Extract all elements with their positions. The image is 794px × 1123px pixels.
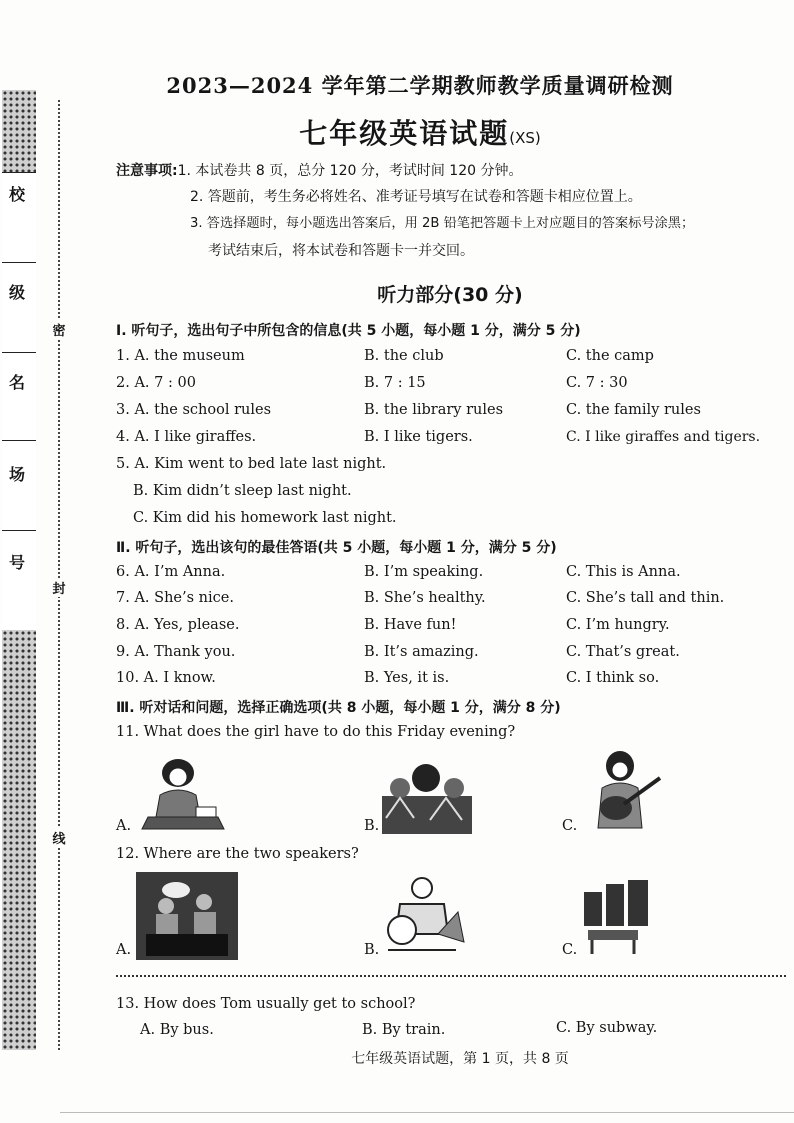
seal-char-mi: 密 [52, 320, 66, 339]
q13-stem: 13. How does Tom usually get to school? [116, 996, 416, 1012]
q6-option-c: C. This is Anna. [566, 564, 681, 580]
q11-image-a-girl-cooking[interactable] [138, 755, 228, 835]
q2-option-c: C. 7 : 30 [566, 375, 628, 391]
q2-option-b: B. 7 : 15 [364, 375, 426, 391]
q11-label-c: C. [562, 818, 578, 834]
q4-option-a: 4. A. I like giraffes. [116, 429, 257, 445]
q13-option-c: C. By subway. [556, 1020, 658, 1036]
q2-option-a: 2. A. 7 : 00 [116, 375, 196, 391]
q11-label-b: B. [364, 818, 380, 834]
q8-option-c: C. I’m hungry. [566, 617, 670, 633]
q7-option-b: B. She’s healthy. [364, 590, 486, 606]
q9-option-b: B. It’s amazing. [364, 644, 479, 660]
q3-option-c: C. the family rules [566, 402, 701, 418]
q10-option-b: B. Yes, it is. [364, 670, 450, 686]
exam-header: 2023—2024 学年第二学期教师教学质量调研检测 [166, 73, 674, 98]
q8-option-b: B. Have fun! [364, 617, 457, 633]
page-footer: 七年级英语试题，第 1 页，共 8 页 [351, 1051, 569, 1067]
q12-image-c-library[interactable] [576, 874, 660, 958]
field-label-class: 级 [8, 283, 25, 302]
field-label-seat-number: 号 [8, 553, 25, 572]
q3-option-a: 3. A. the school rules [116, 402, 272, 418]
q12-image-b-doctor[interactable] [378, 872, 466, 960]
page-separator [116, 975, 786, 977]
binding-pattern-top [2, 90, 36, 172]
q10-option-c: C. I think so. [566, 670, 660, 686]
q9-option-c: C. That’s great. [566, 644, 680, 660]
exam-title-text: 七年级英语试题 [299, 117, 510, 150]
q9-option-a: 9. A. Thank you. [116, 644, 236, 660]
field-label-exam-room: 场 [8, 465, 25, 484]
binding-pattern-bottom [2, 630, 36, 1050]
notice-item-4: 考试结束后，将本试卷和答题卡一并交回。 [208, 243, 474, 259]
seal-cut-line [58, 100, 60, 1050]
notice-line-1 [116, 160, 522, 182]
field-label-school: 校 [8, 185, 25, 204]
q12-label-c: C. [562, 942, 578, 958]
part3-heading: Ⅲ. 听对话和问题，选择正确选项(共 8 小题，每小题 1 分，满分 8 分) [116, 700, 561, 716]
notice-label: 注意事项: [116, 163, 178, 179]
notice-item-1: 1. 本试卷共 8 页，总分 120 分，考试时间 120 分钟。 [177, 163, 523, 179]
part2-heading: Ⅱ. 听句子，选出该句的最佳答语(共 5 小题，每小题 1 分，满分 5 分) [116, 540, 557, 556]
q10-option-a: 10. A. I know. [116, 670, 216, 686]
notice-item-3: 3. 答选择题时，每小题选出答案后，用 2B 铅笔把答题卡上对应题目的答案标号涂黑； [190, 216, 695, 231]
q12-label-a: A. [116, 942, 132, 958]
q5-option-c: C. Kim did his homework last night. [133, 510, 397, 526]
q12-stem: 12. Where are the two speakers? [116, 846, 359, 862]
q11-label-a: A. [116, 818, 132, 834]
q5-option-b: B. Kim didn’t sleep last night. [133, 483, 352, 499]
field-label-name: 名 [8, 373, 25, 392]
seal-char-feng: 封 [52, 578, 66, 597]
q12-label-b: B. [364, 942, 380, 958]
q6-option-a: 6. A. I’m Anna. [116, 564, 226, 580]
q8-option-a: 8. A. Yes, please. [116, 617, 240, 633]
q5-option-a: 5. A. Kim went to bed late last night. [116, 456, 387, 472]
exam-code: (XS) [509, 129, 541, 147]
q1-option-c: C. the camp [566, 348, 654, 364]
page-bottom-edge [60, 1112, 794, 1113]
q1-option-a: 1. A. the museum [116, 348, 245, 364]
q1-option-b: B. the club [364, 348, 444, 364]
binding-divider [2, 440, 36, 441]
exam-title [220, 112, 620, 152]
q11-stem: 11. What does the girl have to do this Friday evening? [116, 724, 516, 740]
q3-option-b: B. the library rules [364, 402, 504, 418]
section-title: 听力部分(30 分) [377, 284, 523, 306]
binding-divider [2, 352, 36, 353]
q13-option-b: B. By train. [362, 1022, 446, 1038]
q4-option-c: C. I like giraffes and tigers. [566, 429, 761, 445]
q13-option-a: A. By bus. [140, 1022, 214, 1038]
q12-image-a-restaurant[interactable] [136, 872, 238, 960]
q11-image-b-garden[interactable] [380, 758, 474, 836]
binding-strip [0, 90, 42, 1050]
binding-divider [2, 262, 36, 263]
binding-divider [2, 530, 36, 531]
q6-option-b: B. I’m speaking. [364, 564, 484, 580]
q7-option-c: C. She’s tall and thin. [566, 590, 725, 606]
part1-heading: Ⅰ. 听句子，选出句子中所包含的信息(共 5 小题，每小题 1 分，满分 5 分) [116, 323, 581, 339]
q7-option-a: 7. A. She’s nice. [116, 590, 234, 606]
seal-char-xian: 线 [52, 828, 66, 847]
q4-option-b: B. I like tigers. [364, 429, 473, 445]
q11-image-c-guitar[interactable] [584, 748, 664, 836]
notice-item-2: 2. 答题前，考生务必将姓名、准考证号填写在试卷和答题卡相应位置上。 [190, 189, 642, 205]
